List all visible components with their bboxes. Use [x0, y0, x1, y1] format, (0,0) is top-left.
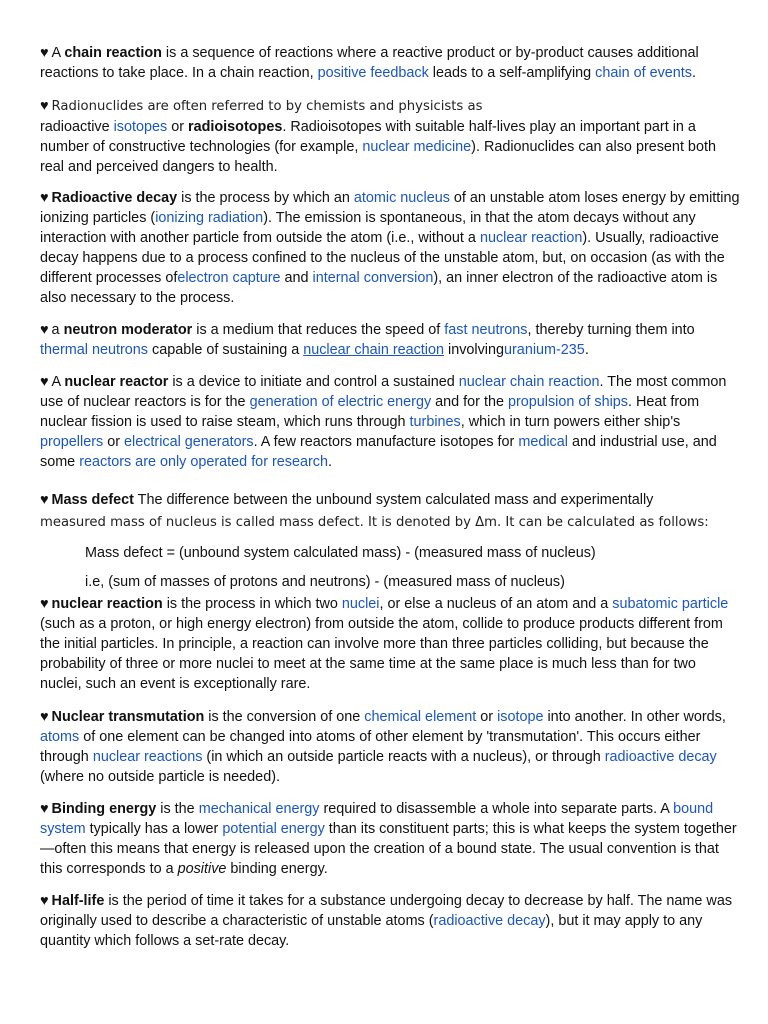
formula-mass-defect: Mass defect = (unbound system calculated mass) - (measured mass of nucleus) — [85, 545, 596, 561]
term-chain-reaction: chain reaction — [64, 45, 162, 61]
text: . Radioisotopes with suitable half-lives play an important part in a number of constructive technologies (for example, — [40, 119, 696, 156]
text: (in which an outside particle reacts with a nucleus), or through — [202, 749, 605, 766]
heart-icon: ♥ — [40, 893, 49, 909]
entry-binding-energy — [40, 799, 740, 879]
link-ionizing-radiation[interactable]: ionizing radiation — [155, 210, 264, 227]
heart-icon: ♥ — [40, 374, 49, 390]
text: leads to a self-amplifying — [428, 65, 596, 82]
link-electron-capture[interactable]: electron capture — [177, 270, 281, 287]
link-subatomic-particle[interactable]: subatomic particle — [612, 596, 729, 612]
heart-icon: ♥ — [40, 98, 49, 114]
link-turbines[interactable]: turbines — [409, 414, 461, 431]
text: is a medium that reduces the speed of — [192, 322, 445, 338]
text: and industrial use, and some — [40, 434, 717, 471]
heart-icon: ♥ — [40, 45, 49, 61]
text: . — [327, 454, 332, 471]
text: ), an inner electron of the radioactive atom is also necessary to the process. — [40, 270, 718, 307]
text: is the conversion of one — [204, 709, 365, 725]
text: into another. In other words, — [543, 709, 726, 725]
entry-half-life — [40, 891, 740, 951]
link-propellers[interactable]: propellers — [40, 434, 104, 451]
text: The difference between the unbound system calculated mass and experimentally — [133, 492, 654, 508]
link-nuclear-chain-reaction[interactable]: nuclear chain reaction — [303, 342, 445, 359]
text: , thereby turning them into — [527, 322, 695, 338]
link-reactors-for-research[interactable]: reactors are only operated for research — [79, 454, 328, 471]
link-uranium-235[interactable]: uranium-235 — [504, 342, 585, 359]
text: is the process by which an — [177, 190, 354, 206]
text-mass-defect-definition: measured mass of nucleus is called mass defect. It is denoted by Δm. It can be calculated as follows: — [40, 515, 709, 531]
text: binding energy. — [226, 861, 328, 878]
text: involving — [444, 342, 505, 359]
text: or — [103, 434, 124, 451]
article: A — [51, 374, 61, 390]
text: ). Radionuclides can also present both real and perceived dangers to health. — [40, 139, 716, 176]
article: a — [51, 322, 60, 338]
link-bound-system[interactable]: bound system — [40, 801, 714, 838]
link-medical[interactable]: medical — [518, 434, 568, 451]
text: radioactive — [40, 119, 114, 136]
text: ). Usually, radioactive decay happens due to a process confined to the nucleus of the unstable atom, but, on occasion (as with the different processes of — [40, 230, 725, 287]
link-internal-conversion[interactable]: internal conversion — [312, 270, 434, 287]
text: of an unstable atom loses energy by emitting ionizing particles ( — [40, 190, 740, 227]
link-thermal-neutrons[interactable]: thermal neutrons — [40, 342, 148, 359]
text: is a device to initiate and control a sustained — [168, 374, 459, 390]
link-nuclei[interactable]: nuclei — [341, 596, 380, 612]
text: , or else a nucleus of an atom and a — [379, 596, 613, 612]
text: is the — [156, 801, 199, 817]
entry-nuclear-reactor — [40, 372, 740, 472]
term-binding-energy: Binding energy — [51, 801, 157, 817]
text: or — [167, 119, 188, 136]
text: ), but it may apply to any quantity which follows a set-rate decay. — [40, 913, 703, 950]
text: (such as a proton, or high energy electron) from outside the atom, collide to produce products different from the initial particles. In principle, a reaction can involve more than three particles colliding, but because the probability of three or more nuclei to meet at the same time at the same place is much less than for two nuclei, such an event is exceptionally rare. — [40, 616, 723, 693]
text: or — [476, 709, 498, 725]
link-nuclear-chain-reaction[interactable]: nuclear chain reaction — [458, 374, 600, 390]
text: is a sequence of reactions where a reactive product or by-product causes additional reactions to take place. In a chain reaction, — [40, 45, 699, 82]
link-isotope[interactable]: isotope — [497, 709, 544, 725]
link-electrical-generators[interactable]: electrical generators — [124, 434, 254, 451]
text: is the process in which two — [162, 596, 342, 612]
term-radioisotopes: radioisotopes — [188, 119, 283, 136]
link-potential-energy[interactable]: potential energy — [222, 821, 325, 838]
link-atomic-nucleus[interactable]: atomic nucleus — [353, 190, 450, 206]
text: typically has a lower — [85, 821, 223, 838]
link-nuclear-reaction[interactable]: nuclear reaction — [479, 230, 583, 247]
link-chemical-element[interactable]: chemical element — [364, 709, 477, 725]
link-nuclear-medicine[interactable]: nuclear medicine — [362, 139, 472, 156]
text: and for the — [431, 394, 508, 411]
text: than its constituent parts; this is what keeps the system together—often this means that energy is released upon the creation of a bound state. The usual convention is that this corresponds to a — [40, 821, 737, 878]
link-radioactive-decay[interactable]: radioactive decay — [604, 749, 717, 766]
text: . The most common use of nuclear reactors is for the — [40, 374, 727, 411]
link-radioactive-decay[interactable]: radioactive decay — [433, 913, 546, 930]
formula-mass-defect-expanded: i.e, (sum of masses of protons and neutrons) - (measured mass of nucleus) — [85, 574, 565, 590]
term-radioactive-decay: Radioactive decay — [51, 190, 178, 206]
entry-neutron-moderator — [40, 320, 740, 360]
italic-positive: positive — [177, 861, 227, 878]
text: required to disassemble a whole into separate parts. A — [319, 801, 674, 817]
link-propulsion-of-ships[interactable]: propulsion of ships — [507, 394, 628, 411]
heart-icon: ♥ — [40, 492, 49, 508]
text: . — [691, 65, 696, 82]
link-mechanical-energy[interactable]: mechanical energy — [198, 801, 320, 817]
link-fast-neutrons[interactable]: fast neutrons — [444, 322, 528, 338]
text: , which in turn powers either ship's — [460, 414, 681, 431]
term-nuclear-reaction: nuclear reaction — [51, 596, 163, 612]
term-nuclear-transmutation: Nuclear transmutation — [51, 709, 205, 725]
entry-nuclear-reaction — [40, 594, 740, 694]
term-nuclear-reactor: nuclear reactor — [64, 374, 169, 390]
text-radionuclides-intro: Radionuclides are often referred to by chemists and physicists as — [51, 99, 483, 114]
term-mass-defect: Mass defect — [51, 492, 134, 508]
text: of one element can be changed into atoms of other element by 'transmutation'. This occurs either through — [40, 729, 701, 766]
link-nuclear-reactions[interactable]: nuclear reactions — [92, 749, 203, 766]
text: is the period of time it takes for a substance undergoing decay to decrease by half. The name was originally used to describe a characteristic of unstable atoms ( — [40, 893, 733, 930]
text: (where no outside particle is needed). — [40, 769, 280, 786]
link-atoms[interactable]: atoms — [40, 729, 80, 746]
text: . A few reactors manufacture isotopes for — [253, 434, 519, 451]
link-generation-of-electric-energy[interactable]: generation of electric energy — [249, 394, 432, 411]
article: A — [51, 45, 61, 61]
heart-icon: ♥ — [40, 322, 49, 338]
link-positive-feedback[interactable]: positive feedback — [317, 65, 429, 82]
text: capable of sustaining a — [148, 342, 304, 359]
term-half-life: Half-life — [51, 893, 105, 909]
entry-nuclear-transmutation — [40, 707, 740, 787]
term-neutron-moderator: neutron moderator — [63, 322, 193, 338]
heart-icon: ♥ — [40, 596, 49, 612]
text: . Heat from nuclear fission is used to raise steam, which runs through — [40, 394, 700, 431]
link-chain-of-events[interactable]: chain of events — [595, 65, 692, 82]
heart-icon: ♥ — [40, 709, 49, 725]
entry-mass-defect — [40, 490, 740, 533]
heart-icon: ♥ — [40, 190, 49, 206]
heart-icon: ♥ — [40, 801, 49, 817]
text: and — [280, 270, 313, 287]
entry-chain-reaction — [40, 43, 740, 83]
text: ). The emission is spontaneous, in that the atom decays without any interaction with another particle from outside the atom (i.e., without a — [40, 210, 696, 247]
entry-radionuclides — [40, 96, 740, 177]
text: . — [584, 342, 589, 359]
link-isotopes[interactable]: isotopes — [113, 119, 168, 136]
entry-radioactive-decay — [40, 188, 740, 309]
